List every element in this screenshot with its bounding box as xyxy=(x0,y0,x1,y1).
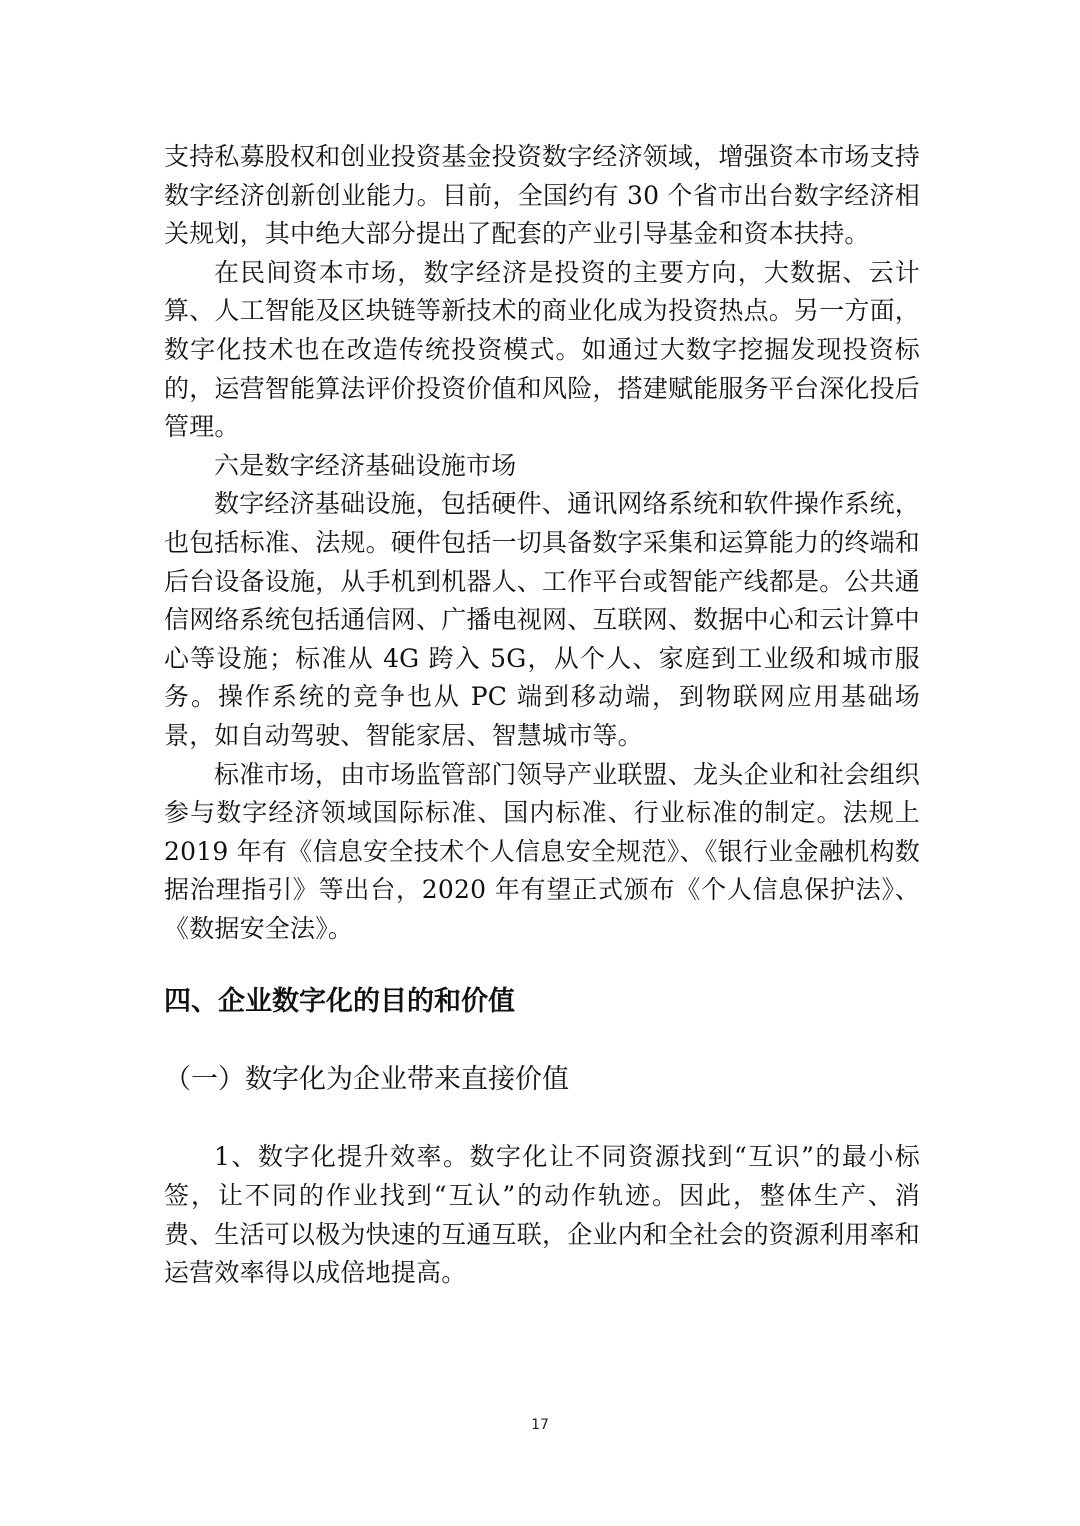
paragraph-efficiency: 1、数字化提升效率。数字化让不同资源找到“互识”的最小标签，让不同的作业找到“互认”的动作轨迹。因此，整体生产、消费、生活可以极为快速的互通互联，企业内和全社会的资源利用率和运营效率得以成倍地提高。 xyxy=(164,1142,921,1288)
paragraph-standards-market: 标准市场，由市场监管部门领导产业联盟、龙头企业和社会组织参与数字经济领域国际标准、国内标准、行业标准的制定。法规上 2019 年有《信息安全技术个人信息安全规范》、《银行业金融机构数据治理指引》等出台，2020 年有望正式颁布《个人信息保护法》、《数据安全法》。 xyxy=(164,759,920,943)
paragraph-infrastructure-market-title: 六是数字经济基础设施市场 xyxy=(214,450,517,480)
section-heading: 四、企业数字化的目的和价值 xyxy=(164,986,515,1018)
page-number: 17 xyxy=(531,1417,549,1433)
paragraph-private-equity-support: 支持私募股权和创业投资基金投资数字经济领域，增强资本市场支持数字经济创新创业能力。目前，全国约有 30 个省市出台数字经济相关规划，其中绝大部分提出了配套的产业引导基金和资本扶持。 xyxy=(164,142,921,249)
paragraph-private-capital-market: 在民间资本市场，数字经济是投资的主要方向，大数据、云计算、人工智能及区块链等新技术的商业化成为投资热点。另一方面，数字化技术也在改造传统投资模式。如通过大数字挖掘发现投资标的，运营智能算法评价投资价值和风险，搭建赋能服务平台深化投后管理。 xyxy=(164,257,921,442)
subsection-heading: （一）数字化为企业带来直接价值 xyxy=(164,1064,569,1096)
document-page xyxy=(164,138,920,1293)
paragraph-infrastructure-description: 数字经济基础设施，包括硬件、通讯网络系统和软件操作系统，也包括标准、法规。硬件包括一切具备数字采集和运算能力的终端和后台设备设施，从手机到机器人、工作平台或智能产线都是。公共通信网络系统包括通信网、广播电视网、互联网、数据中心和云计算中心等设施；标准从 4G 跨入 5G，从个人、家庭到工业级和城市服务。操作系统的竞争也从 PC 端到移动端，到物联网应用基础场景，如自动驾驶、智能家居、智慧城市等。 xyxy=(164,489,921,750)
